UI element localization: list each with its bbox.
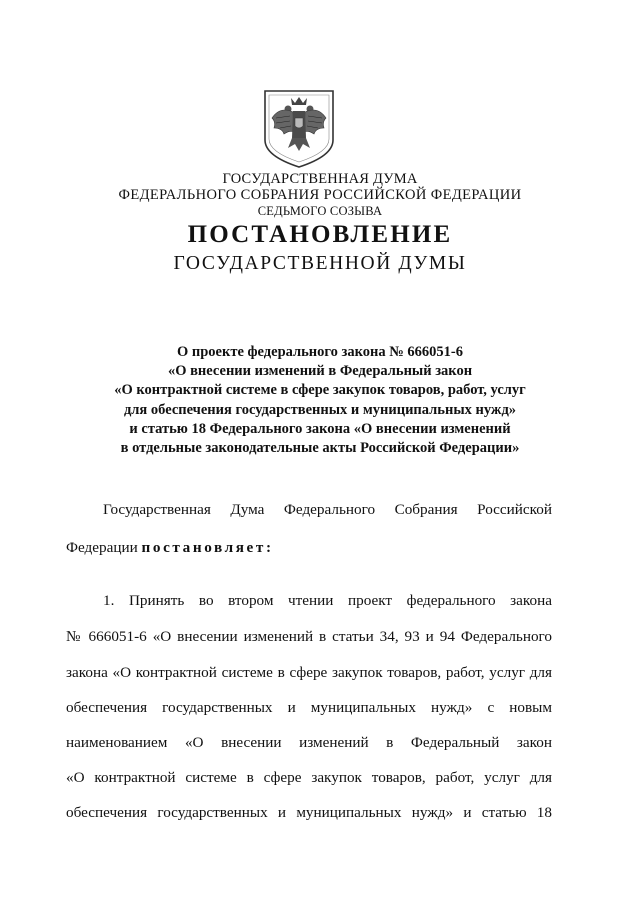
- paragraph-line: № 666051-6 «О внесении изменений в статьи 34, 93 и 94 Федерального: [66, 628, 552, 645]
- coat-of-arms-icon: [262, 88, 336, 170]
- subject-line: «О контрактной системе в сфере закупок товаров, работ, услуг: [114, 382, 526, 399]
- body-intro-line: Государственная Дума Федерального Собрания Российской: [103, 501, 552, 518]
- paragraph-line: закона «О контрактной системе в сфере закупок товаров, работ, услуг для: [66, 664, 552, 681]
- header-federal-assembly: ФЕДЕРАЛЬНОГО СОБРАНИЯ РОССИЙСКОЙ ФЕДЕРАЦИИ: [118, 187, 522, 203]
- paragraph-line: 1. Принять во втором чтении проект федерального закона: [103, 592, 552, 609]
- header-convocation: СЕДЬМОГО СОЗЫВА: [257, 204, 383, 218]
- subject-line: и статью 18 Федерального закона «О внесении изменений: [129, 420, 511, 437]
- header-organization: ГОСУДАРСТВЕННАЯ ДУМА: [222, 171, 418, 187]
- paragraph-line: обеспечения государственных и муниципальных нужд» и статью 18: [66, 804, 552, 821]
- subject-line: О проекте федерального закона № 666051-6: [176, 344, 464, 360]
- paragraph-line: «О контрактной системе в сфере закупок товаров, работ, услуг для: [66, 769, 552, 786]
- subject-line: «О внесении изменений в Федеральный закон: [167, 363, 473, 380]
- subject-line: в отдельные законодательные акты Российской Федерации»: [120, 440, 520, 457]
- resolution-verb: постановляет:: [141, 539, 274, 556]
- body-intro-line: [66, 539, 552, 557]
- document-subtitle: ГОСУДАРСТВЕННОЙ ДУМЫ: [173, 253, 467, 274]
- subject-block: [60, 343, 580, 458]
- subject-line: для обеспечения государственных и муниципальных нужд»: [123, 401, 517, 418]
- intro-subject: Федерации: [66, 539, 142, 556]
- document-title: ПОСТАНОВЛЕНИЕ: [187, 221, 453, 248]
- paragraph-line: обеспечения государственных и муниципальных нужд» с новым: [66, 699, 552, 716]
- paragraph-line: наименованием «О внесении изменений в Федеральный закон: [66, 734, 552, 751]
